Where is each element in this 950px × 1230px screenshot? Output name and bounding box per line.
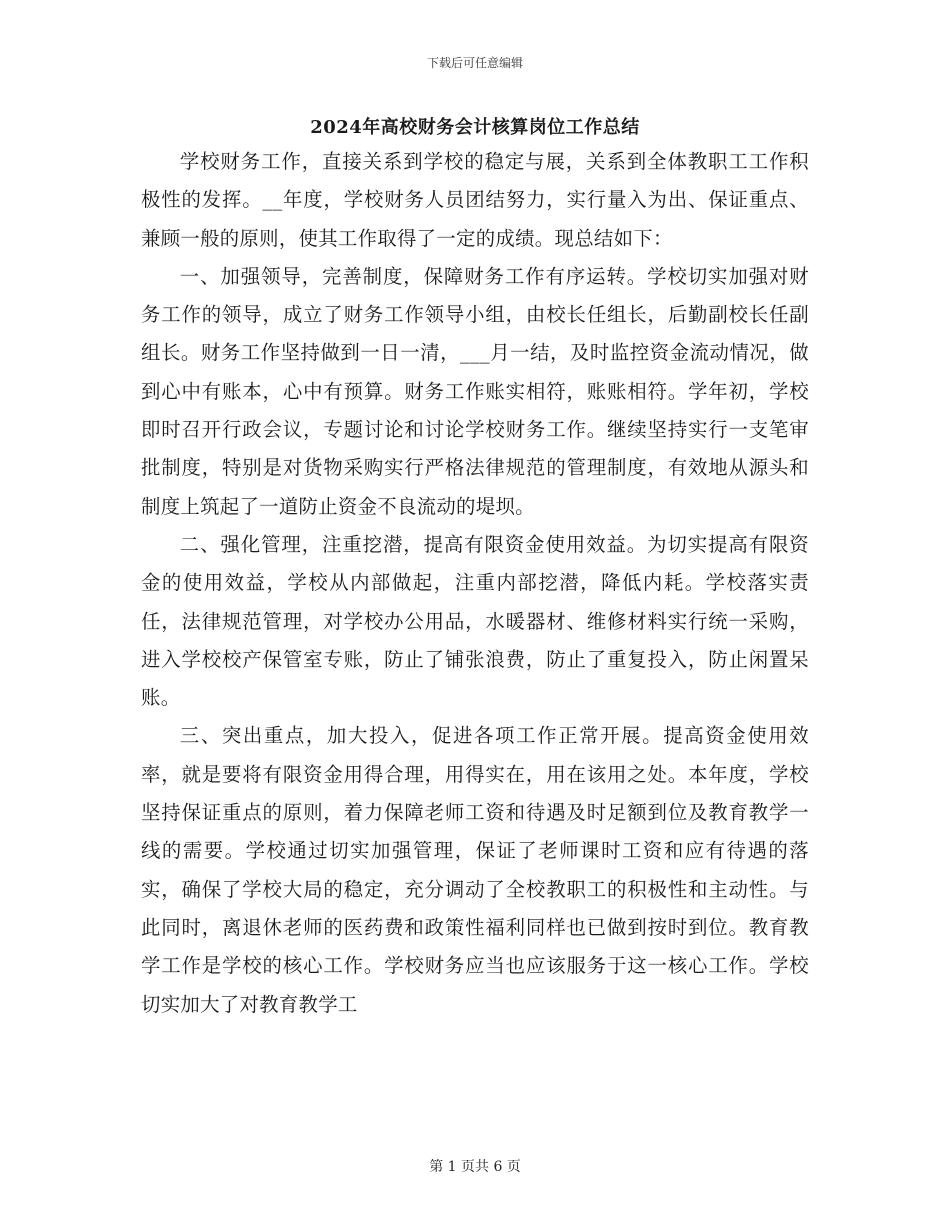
document-body [141, 143, 809, 1024]
document-title: 2024年高校财务会计核算岗位工作总结 [310, 117, 640, 138]
download-note: 下载后可任意编辑 [426, 56, 523, 70]
paragraph-intro: 学校财务工作，直接关系到学校的稳定与展，关系到全体教职工工作积极性的发挥。__年度，学校财务人员团结努力，实行量入为出、保证重点、兼顾一般的原则，使其工作取得了一定的成绩。现总结如下： [141, 150, 809, 250]
paragraph-section-2: 二、强化管理，注重挖潜，提高有限资金使用效益。为切实提高有限资金的使用效益，学校从内部做起，注重内部挖潜，降低内耗。学校落实责任，法律规范管理，对学校办公用品，水暖器材、维修材料实行统一采购，进入学校校产保管室专账，防止了铺张浪费，防止了重复投入，防止闲置呆账。 [141, 532, 809, 710]
page-number: 第 1 页共 6 页 [429, 1159, 521, 1175]
paragraph-section-1: 一、加强领导，完善制度，保障财务工作有序运转。学校切实加强对财务工作的领导，成立了财务工作领导小组，由校长任组长，后勤副校长任副组长。财务工作坚持做到一日一清，___月一结，及时监控资金流动情况，做到心中有账本，心中有预算。财务工作账实相符，账账相符。学年初，学校即时召开行政会议，专题讨论和讨论学校财务工作。继续坚持实行一支笔审批制度，特别是对货物采购实行严格法律规范的管理制度，有效地从源头和制度上筑起了一道防止资金不良流动的堤坝。 [141, 264, 809, 518]
paragraph-section-3: 三、突出重点，加大投入，促进各项工作正常开展。提高资金使用效率，就是要将有限资金用得合理，用得实在，用在该用之处。本年度，学校坚持保证重点的原则，着力保障老师工资和待遇及时足额到位及教育教学一线的需要。学校通过切实加强管理，保证了老师课时工资和应有待遇的落实，确保了学校大局的稳定，充分调动了全校教职工的积极性和主动性。与此同时，离退休老师的医药费和政策性福利同样也已做到按时到位。教育教学工作是学校的核心工作。学校财务应当也应该服务于这一核心工作。学校切实加大了对教育教学工 [141, 724, 809, 1016]
